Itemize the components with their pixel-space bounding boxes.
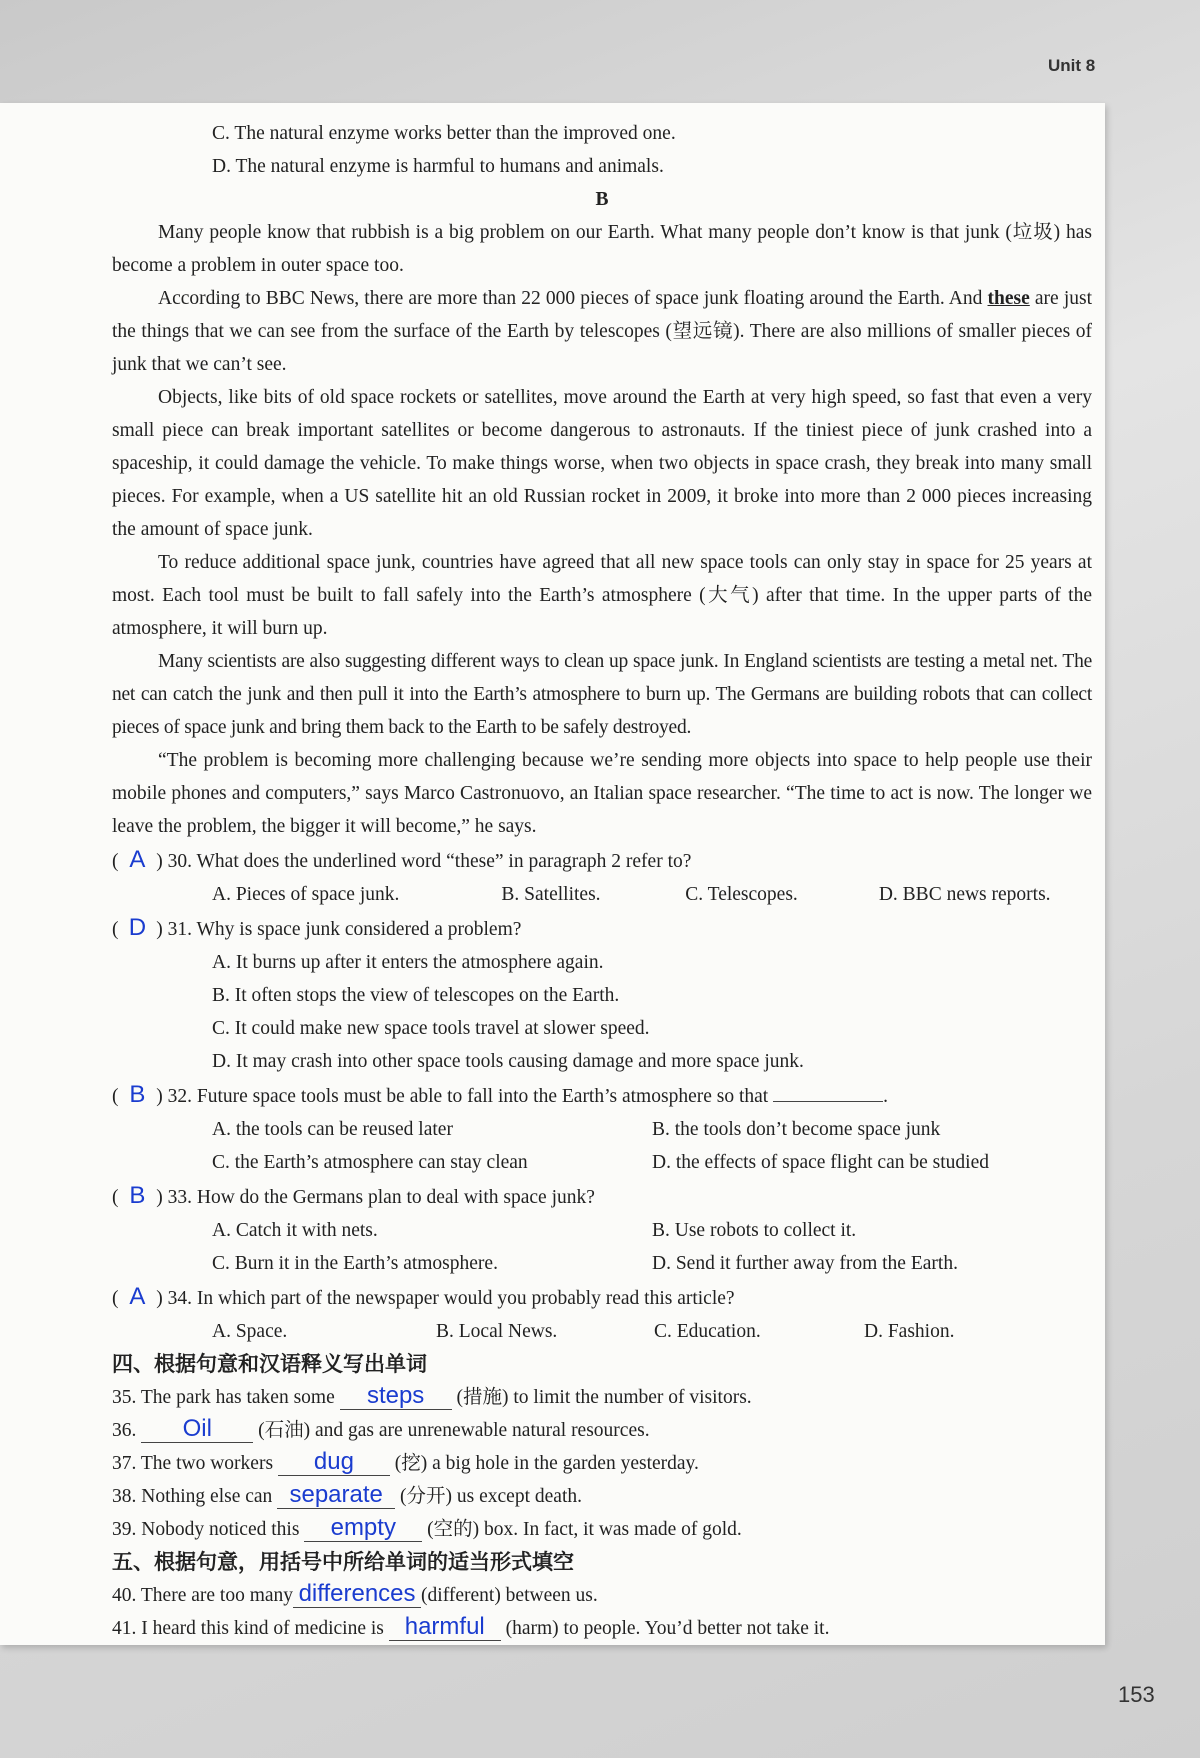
option-a: A. Catch it with nets. bbox=[212, 1220, 378, 1241]
fill-item-36-post: (石油) and gas are unrenewable natural resources. bbox=[253, 1420, 650, 1441]
answer-31[interactable]: D bbox=[128, 914, 147, 941]
fill-answer-40[interactable]: differences bbox=[293, 1581, 421, 1608]
option-d: D. Fashion. bbox=[864, 1321, 955, 1342]
fill-item-35 bbox=[112, 1381, 1092, 1414]
option-a: A. It burns up after it enters the atmosphere again. bbox=[212, 952, 604, 973]
fill-item-38 bbox=[112, 1480, 1092, 1513]
fill-item-41-pre: 41. I heard this kind of medicine is bbox=[112, 1618, 389, 1639]
p2-text-b: are just the things that we can see from the surface of the Earth by telescopes (望远镜). There are also millions of smaller pieces of junk that we can’t see. bbox=[112, 288, 1092, 375]
fill-item-38-post: (分开) us except death. bbox=[395, 1486, 582, 1507]
fill-item-39-pre: 39. Nobody noticed this bbox=[112, 1519, 305, 1540]
fill-item-38-pre: 38. Nothing else can bbox=[112, 1486, 278, 1507]
fill-item-39-post: (空的) box. In fact, it was made of gold. bbox=[422, 1519, 742, 1540]
paren-open: ( bbox=[112, 1086, 119, 1107]
worksheet-content bbox=[112, 117, 1092, 1645]
paren-open: ( bbox=[112, 1187, 119, 1208]
option-d: D. It may crash into other space tools causing damage and more space junk. bbox=[212, 1051, 804, 1072]
question-31 bbox=[112, 911, 1092, 946]
option-b: B. It often stops the view of telescopes on the Earth. bbox=[212, 985, 620, 1006]
fill-item-40-pre: 40. There are too many bbox=[112, 1585, 294, 1606]
question-34 bbox=[112, 1280, 1092, 1315]
passage-paragraph-4: To reduce additional space junk, countries have agreed that all new space tools can only stay in space for 25 years at most. Each tool must be built to fall safely into the Earth’s atmosphere (大气) after that time. In the upper parts of the atmosphere, it will burn up. bbox=[112, 552, 1092, 639]
fill-answer-35[interactable]: steps bbox=[340, 1383, 452, 1410]
fill-item-37-post: (挖) a big hole in the garden yesterday. bbox=[389, 1453, 699, 1474]
fill-item-35-pre: 35. The park has taken some bbox=[112, 1387, 340, 1408]
passage-paragraph-6: “The problem is becoming more challenging because we’re sending more objects into space to help people use their mobile phones and computers,” says Marco Castronuovo, an Italian space researcher. “The time to act is now. The longer we leave the problem, the bigger it will become,” he says. bbox=[112, 750, 1092, 837]
question-31-text: ) 31. Why is space junk considered a problem? bbox=[156, 919, 522, 940]
answer-32[interactable]: B bbox=[129, 1081, 146, 1108]
fill-item-35-post: (措施) to limit the number of visitors. bbox=[451, 1387, 752, 1408]
option-a: A. Pieces of space junk. bbox=[212, 884, 400, 905]
option-b: B. Satellites. bbox=[501, 884, 601, 905]
option-b: B. Local News. bbox=[436, 1321, 558, 1342]
question-30-text: ) 30. What does the underlined word “these” in paragraph 2 refer to? bbox=[156, 851, 692, 872]
passage-paragraph-5: Many scientists are also suggesting different ways to clean up space junk. In England scientists are testing a metal net. The net can catch the junk and then pull it into the Earth’s atmosphere to burn up. The Germans are building robots that can collect pieces of space junk and bring them back to the Earth to be safely destroyed. bbox=[112, 651, 1092, 738]
question-30-options bbox=[112, 878, 1092, 911]
fill-item-39 bbox=[112, 1513, 1092, 1546]
question-33 bbox=[112, 1179, 1092, 1214]
question-32-text: ) 32. Future space tools must be able to fall into the Earth’s atmosphere so that bbox=[156, 1086, 769, 1107]
answer-blank bbox=[773, 1081, 883, 1102]
answer-34[interactable]: A bbox=[129, 1283, 146, 1310]
question-34-text: ) 34. In which part of the newspaper would you probably read this article? bbox=[156, 1288, 735, 1309]
passage-label: B bbox=[595, 189, 609, 210]
option-b: B. Use robots to collect it. bbox=[652, 1220, 857, 1241]
option-c: C. Burn it in the Earth’s atmosphere. bbox=[212, 1253, 498, 1274]
fill-item-41 bbox=[112, 1612, 1092, 1645]
question-32-options-row-2 bbox=[112, 1146, 1092, 1179]
question-30 bbox=[112, 843, 1092, 878]
fill-answer-39[interactable]: empty bbox=[304, 1515, 422, 1542]
fill-item-40-post: (different) between us. bbox=[421, 1585, 598, 1606]
option-a: A. the tools can be reused later bbox=[212, 1119, 453, 1140]
question-33-options-row-2 bbox=[112, 1247, 1092, 1280]
option-c: C. Education. bbox=[654, 1321, 761, 1342]
passage-paragraph-2 bbox=[112, 282, 1092, 381]
question-33-text: ) 33. How do the Germans plan to deal with space junk? bbox=[156, 1187, 595, 1208]
option-d: D. Send it further away from the Earth. bbox=[652, 1253, 958, 1274]
prev-option-c: C. The natural enzyme works better than the improved one. bbox=[212, 123, 676, 144]
question-32 bbox=[112, 1078, 1092, 1113]
option-d: D. the effects of space flight can be studied bbox=[652, 1152, 989, 1173]
answer-33[interactable]: B bbox=[129, 1182, 146, 1209]
option-a: A. Space. bbox=[212, 1321, 288, 1342]
unit-label: Unit 8 bbox=[1048, 56, 1096, 75]
passage-paragraph-1: Many people know that rubbish is a big problem on our Earth. What many people don’t know is that junk (垃圾) has become a problem in outer space too. bbox=[112, 222, 1092, 276]
option-c: C. Telescopes. bbox=[685, 884, 798, 905]
section-4-heading: 四、根据句意和汉语释义写出单词 bbox=[112, 1352, 427, 1376]
fill-item-36 bbox=[112, 1414, 1092, 1447]
fill-item-40 bbox=[112, 1579, 1092, 1612]
question-32-end: . bbox=[883, 1086, 888, 1107]
option-b: B. the tools don’t become space junk bbox=[652, 1119, 941, 1140]
section-5-heading: 五、根据句意，用括号中所给单词的适当形式填空 bbox=[112, 1550, 574, 1574]
option-d: D. BBC news reports. bbox=[878, 884, 1051, 905]
option-c: C. the Earth’s atmosphere can stay clean bbox=[212, 1152, 528, 1173]
question-32-options-row-1 bbox=[112, 1113, 1092, 1146]
p2-text-a: According to BBC News, there are more than 22 000 pieces of space junk floating around the Earth. And bbox=[158, 288, 988, 309]
paren-open: ( bbox=[112, 1288, 119, 1309]
fill-item-37-pre: 37. The two workers bbox=[112, 1453, 278, 1474]
question-33-options-row-1 bbox=[112, 1214, 1092, 1247]
prev-option-d: D. The natural enzyme is harmful to humans and animals. bbox=[212, 156, 664, 177]
passage-paragraph-3: Objects, like bits of old space rockets or satellites, move around the Earth at very high speed, so fast that even a very small piece can break important satellites or become dangerous to astronauts. If the tiniest piece of junk crashed into a spaceship, it could damage the vehicle. To make things worse, when two objects in space crash, they break into many small pieces. For example, when a US satellite hit an old Russian rocket in 2009, it broke into more than 2 000 pieces increasing the amount of space junk. bbox=[112, 387, 1092, 540]
fill-answer-37[interactable]: dug bbox=[278, 1449, 390, 1476]
fill-answer-38[interactable]: separate bbox=[277, 1482, 395, 1509]
page-number: 153 bbox=[1118, 1682, 1155, 1707]
fill-item-37 bbox=[112, 1447, 1092, 1480]
option-c: C. It could make new space tools travel at slower speed. bbox=[212, 1018, 650, 1039]
paren-open: ( bbox=[112, 919, 119, 940]
fill-item-41-post: (harm) to people. You’d better not take it. bbox=[500, 1618, 830, 1639]
answer-30[interactable]: A bbox=[129, 846, 146, 873]
fill-item-36-pre: 36. bbox=[112, 1420, 142, 1441]
fill-answer-41[interactable]: harmful bbox=[389, 1614, 501, 1641]
question-34-options bbox=[112, 1315, 1092, 1348]
paren-open: ( bbox=[112, 851, 119, 872]
underlined-word-these: these bbox=[987, 288, 1030, 309]
fill-answer-36[interactable]: Oil bbox=[141, 1416, 253, 1443]
